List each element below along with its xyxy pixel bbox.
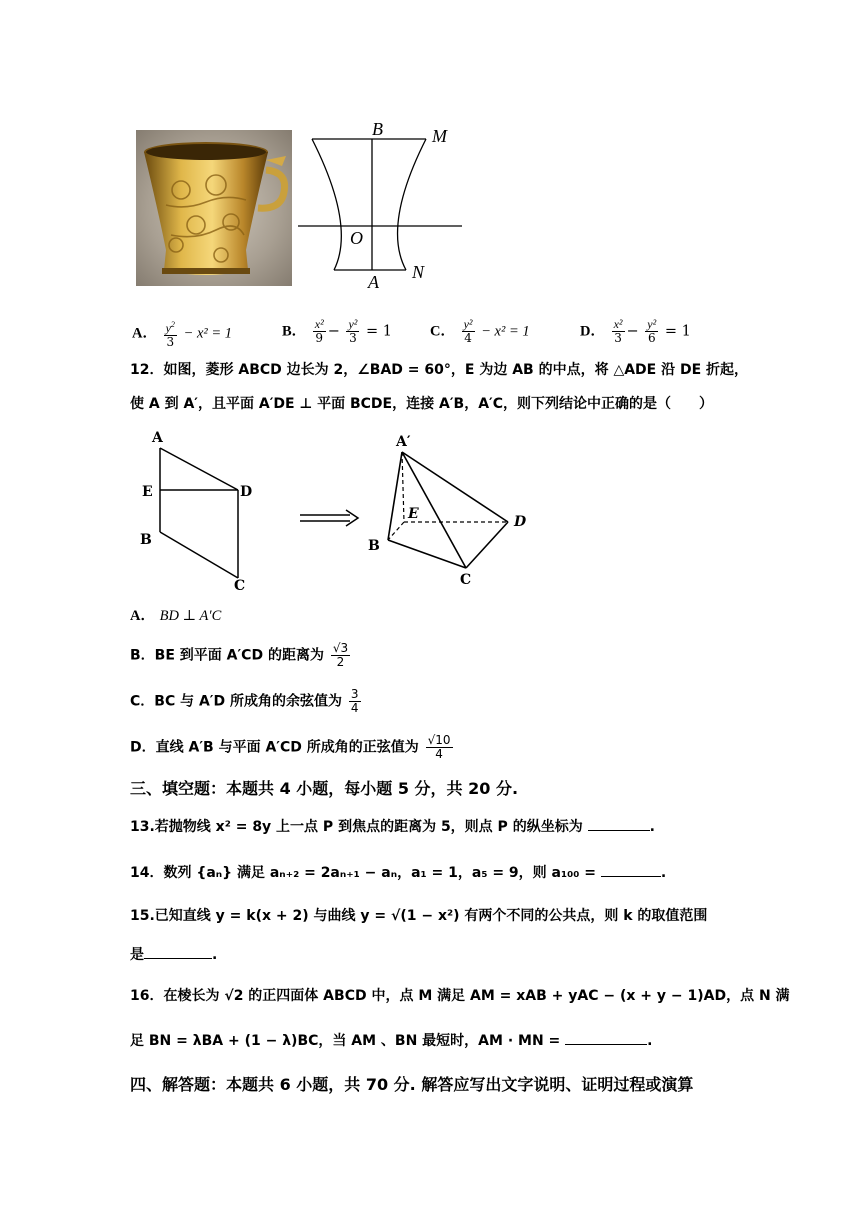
fig-left-C: C	[234, 578, 246, 594]
fig-right-E: E	[408, 506, 419, 522]
q12-option-b[interactable]: B．BE 到平面 A′CD 的距离为 $\frac{√3}{2}$	[130, 641, 349, 669]
q15-line1: 15.已知直线 y = k(x + 2) 与曲线 y = √(1 − x²) 有两个不同的公共点，则 k 的取值范围	[130, 908, 708, 924]
q13: 13.若抛物线 x² = 8y 上一点 P 到焦点的距离为 5，则点 P 的纵坐标为 .	[130, 816, 655, 837]
rhombus-figure	[138, 428, 258, 596]
fig-left-D: D	[240, 484, 253, 500]
q12-option-c[interactable]: C．BC 与 A′D 所成角的余弦值为 $\frac{3}{4}$	[130, 687, 359, 715]
q12-line2: 使 A 到 A′，且平面 A′DE ⊥ 平面 BCDE，连接 A′B，A′C，则下列结论中正确的是（ ）	[130, 396, 713, 412]
label-B: B	[372, 119, 383, 139]
q14: 14．数列 {aₙ} 满足 aₙ₊₂ = 2aₙ₊₁ − aₙ，a₁ = 1，a₅ = 9，则 a₁₀₀ = .	[130, 862, 666, 883]
fig-right-A: A′	[396, 434, 411, 450]
section-4-title: 四、解答题：本题共 6 小题，共 70 分. 解答应写出文字说明、证明过程或演算	[130, 1075, 694, 1094]
gold-cup-photo	[136, 130, 292, 286]
q14-answer-blank[interactable]	[601, 862, 661, 877]
q11-option-c[interactable]: C． $\frac{\text{y²}}{4}$ − x² = 1	[430, 317, 530, 345]
q11-option-a[interactable]: A． $\frac{y^2}{3}$ − x² = 1	[132, 320, 233, 349]
hyperbola-figure	[296, 118, 466, 296]
label-A: A	[368, 272, 379, 292]
q16-line2: 足 BN = λBA + (1 − λ)BC，当 AM 、BN 最短时，AM · MN = .	[130, 1030, 652, 1051]
q12-option-d[interactable]: D．直线 A′B 与平面 A′CD 所成角的正弦值为 $\frac{√10}{4}$	[130, 733, 451, 761]
q13-answer-blank[interactable]	[588, 816, 650, 831]
fig-left-B: B	[140, 532, 152, 548]
fig-left-A: A	[152, 430, 163, 446]
label-M: M	[432, 126, 447, 146]
label-O: O	[350, 228, 363, 248]
fig-right-B: B	[368, 538, 380, 554]
q16-answer-blank[interactable]	[565, 1030, 647, 1045]
q11-option-b[interactable]: B． $\frac{\text{x²}}{9}$ − $\frac{\text{y²}}{3}$ = 1	[282, 317, 393, 345]
q12-line1: 12．如图，菱形 ABCD 边长为 2，∠BAD = 60°，E 为边 AB 的中点，将 △ADE 沿 DE 折起，	[130, 362, 749, 378]
q15-line2: 是 .	[130, 944, 217, 965]
double-arrow-icon	[298, 508, 360, 528]
q12-option-a[interactable]: A． BD ⊥ A′C	[130, 608, 222, 624]
q16-line1: 16．在棱长为 √2 的正四面体 ABCD 中，点 M 满足 AM = xAB + yAC − (x + y − 1)AD，点 N 满	[130, 988, 790, 1004]
fig-left-E: E	[142, 484, 153, 500]
q15-answer-blank[interactable]	[144, 944, 212, 959]
fig-right-D: D	[514, 514, 527, 530]
folded-tetrahedron-figure	[360, 428, 540, 588]
label-N: N	[412, 262, 425, 282]
gold-cup-icon	[136, 130, 292, 286]
fig-right-C: C	[460, 572, 472, 588]
section-3-title: 三、填空题：本题共 4 小题，每小题 5 分，共 20 分.	[130, 779, 519, 798]
q11-option-d[interactable]: D． $\frac{\text{x²}}{3}$ − $\frac{\text{y²}}{6}$ = 1	[580, 317, 691, 345]
